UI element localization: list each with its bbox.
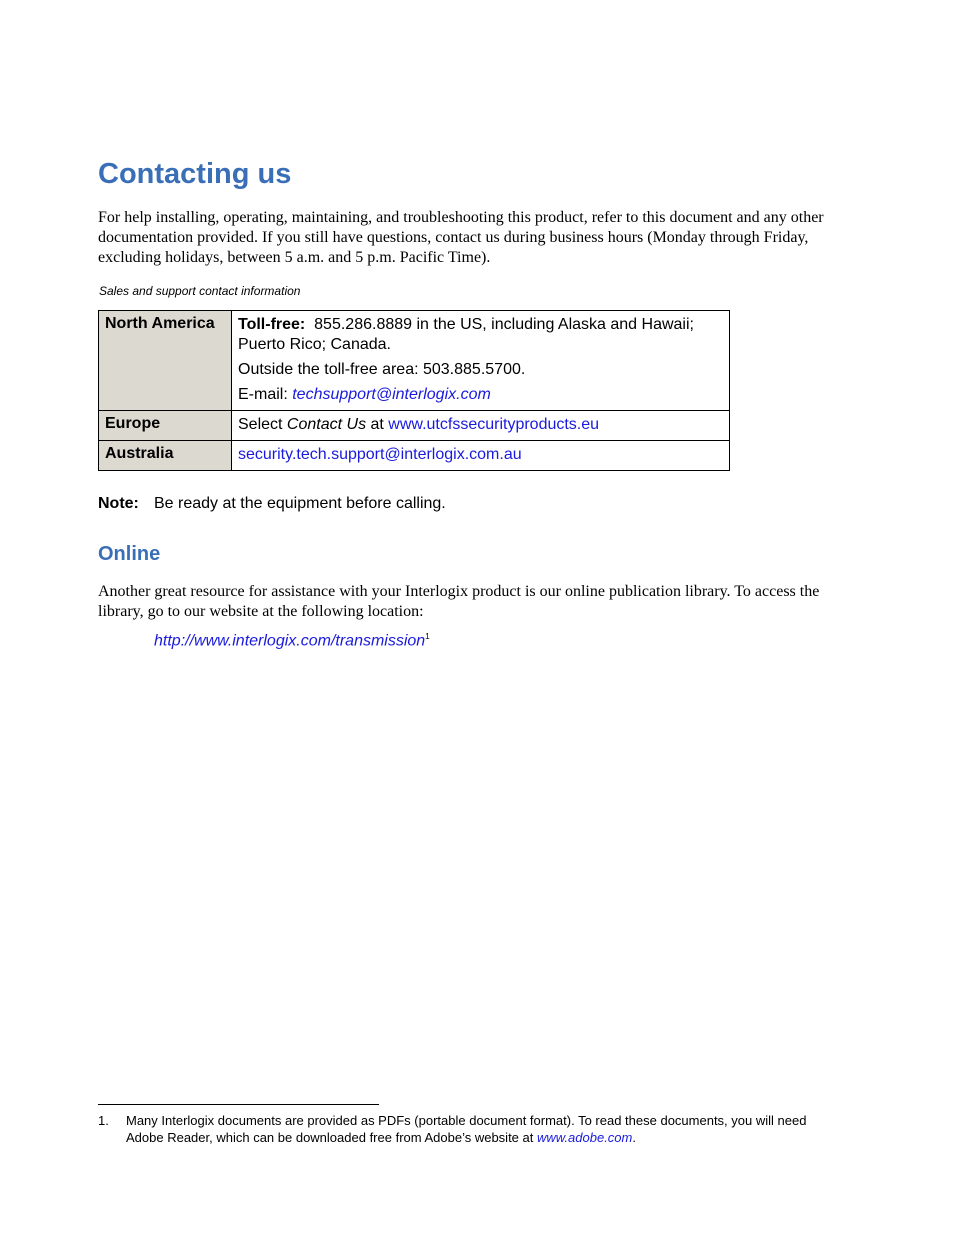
details-north-america <box>232 311 730 411</box>
contact-table <box>98 310 730 471</box>
table-caption: Sales and support contact information <box>99 284 301 298</box>
select-text: Select <box>238 416 287 433</box>
footnote-end: . <box>632 1130 636 1145</box>
table-row <box>99 311 730 411</box>
at-text: at <box>366 416 389 433</box>
region-europe: Europe <box>99 411 232 441</box>
online-link-line <box>154 632 430 650</box>
footnote-body <box>126 1112 838 1146</box>
online-paragraph: Another great resource for assistance with your Interlogix product is our online publication library. To access the library, go to our website at the following location: <box>98 583 820 620</box>
table-row <box>99 441 730 471</box>
note-text: Be ready at the equipment before calling. <box>154 495 446 512</box>
footnote-number: 1. <box>98 1113 109 1128</box>
online-heading: Online <box>98 543 161 565</box>
australia-line <box>238 445 723 465</box>
region-north-america: North America <box>99 311 232 411</box>
outside-tollfree-line: Outside the toll-free area: 503.885.5700. <box>238 361 526 378</box>
europe-website-link[interactable]: www.utcfssecurityproducts.eu <box>388 416 600 433</box>
tollfree-line <box>238 315 723 355</box>
support-email-link[interactable]: techsupport@interlogix.com <box>292 386 491 403</box>
email-label: E-mail: <box>238 386 293 403</box>
email-line <box>238 385 723 405</box>
transmission-link[interactable]: http://www.interlogix.com/transmission <box>154 632 426 650</box>
intro-paragraph: For help installing, operating, maintaining, and troubleshooting this product, refer to this document and any other documentation provided. If you still have questions, contact us during business hours (Monday through Friday, excluding holidays, between 5 a.m. and 5 p.m. Pacific Time). <box>98 209 824 266</box>
region-australia: Australia <box>99 441 232 471</box>
note <box>98 495 446 513</box>
contact-us-text: Contact Us <box>286 416 367 433</box>
adobe-link[interactable]: www.adobe.com <box>536 1130 633 1145</box>
tollfree-label: Toll-free: <box>238 316 306 333</box>
table-row <box>99 411 730 441</box>
details-europe <box>232 411 730 441</box>
australia-email-link[interactable]: security.tech.support@interlogix.com.au <box>238 446 522 463</box>
details-australia <box>232 441 730 471</box>
europe-line <box>238 415 723 435</box>
note-label: Note: <box>98 495 139 512</box>
footnote-ref: 1 <box>425 632 430 641</box>
footnote <box>98 1112 838 1146</box>
page-title: Contacting us <box>98 158 292 190</box>
footnote-text: Many Interlogix documents are provided as PDFs (portable document format). To read these documents, you will need Adobe Reader, which can be downloaded free from Adobe’s website at <box>126 1113 807 1145</box>
footnote-divider <box>98 1104 379 1105</box>
tollfree-text: 855.286.8889 in the US, including Alaska and Hawaii; Puerto Rico; Canada. <box>238 316 694 353</box>
